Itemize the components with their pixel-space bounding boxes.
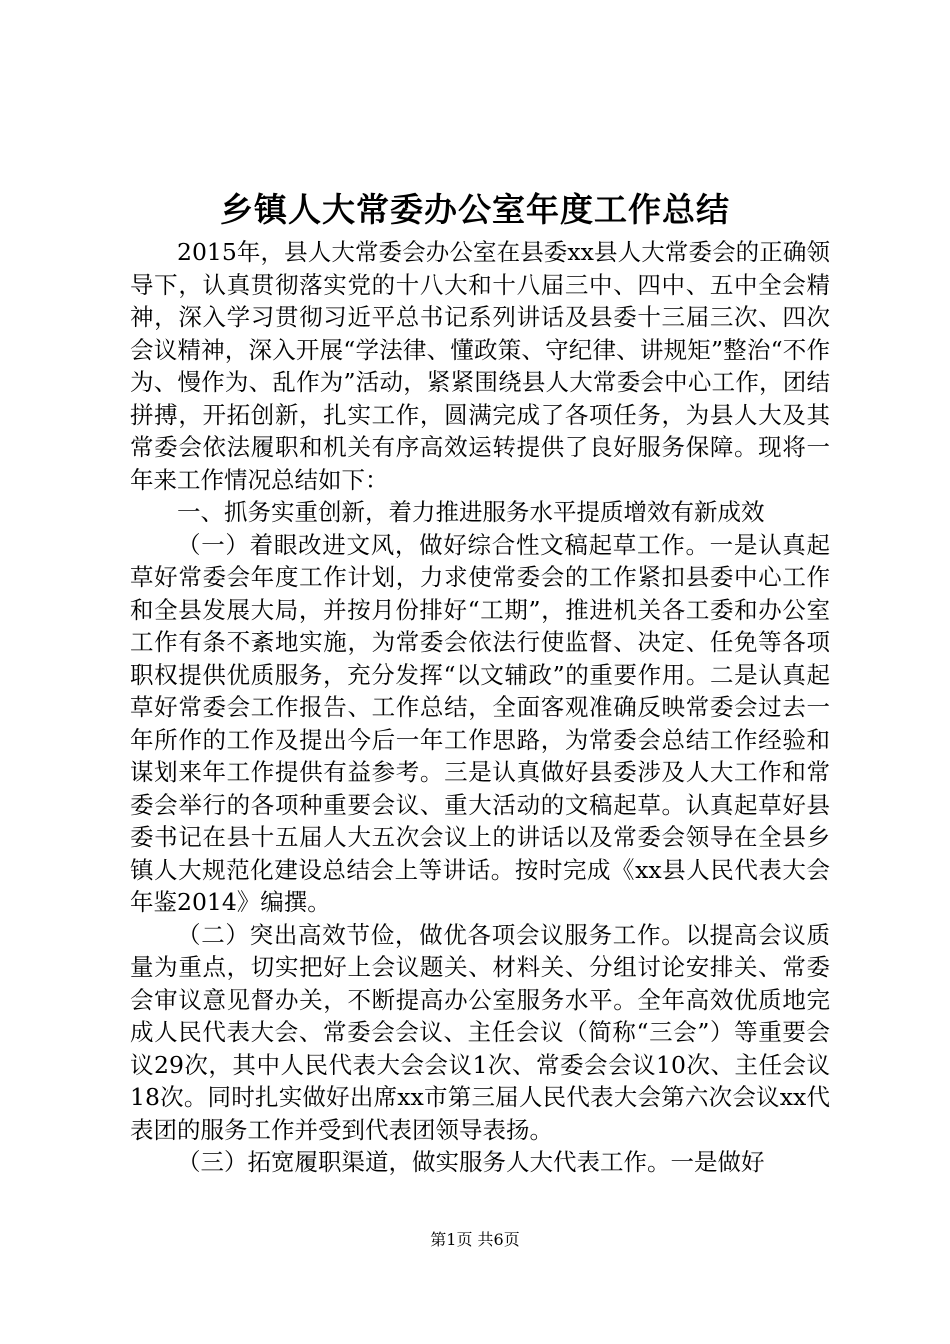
- heading-section-one: 一、抓务实重创新，着力推进服务水平提质增效有新成效: [177, 498, 765, 526]
- paragraph-item-two: （二）突出高效节俭，做优各项会议服务工作。以提高会议质量为重点，切实把好上会议题关、材料关、分组讨论安排关、常委会审议意见督办关，不断提高办公室服务水平。全年高效优质地完成人民代表大会、常委会会议、主任会议（简称“三会”）等重要会议29次，其中人民代表大会会议1次、常委会会议10次、主任会议18次。同时扎实做好出席xx市第三届人民代表大会第六次会议xx代表团的服务工作并受到代表团领导表扬。: [130, 920, 830, 1144]
- paragraph-item-one: （一）着眼改进文风，做好综合性文稿起草工作。一是认真起草好常委会年度工作计划，力求使常委会的工作紧扣县委中心工作和全县发展大局，并按月份排好“工期”，推进机关各工委和办公室工作有条不紊地实施，为常委会依法行使监督、决定、任免等各项职权提供优质服务，充分发挥“以文辅政”的重要作用。二是认真起草好常委会工作报告、工作总结，全面客观准确反映常委会过去一年所作的工作及提出今后一年工作思路，为常委会总结工作经验和谋划来年工作提供有益参考。三是认真做好县委涉及人大工作和常委会举行的各项种重要会议、重大活动的文稿起草。认真起草好县委书记在县十五届人大五次会议上的讲话以及常委会领导在全县乡镇人大规范化建设总结会上等讲话。按时完成《xx县人民代表大会年鉴2014》编撰。: [130, 530, 830, 916]
- document-body: [130, 236, 830, 1179]
- page-number-footer: 第1页 共6页: [430, 1230, 520, 1249]
- paragraph-intro: 2015年，县人大常委会办公室在县委xx县人大常委会的正确领导下，认真贯彻落实党的十八大和十八届三中、四中、五中全会精神，深入学习贯彻习近平总书记系列讲话及县委十三届三次、四次会议精神，深入开展“学法律、懂政策、守纪律、讲规矩”整治“不作为、慢作为、乱作为”活动，紧紧围绕县人大常委会中心工作，团结拼搏，开拓创新，扎实工作，圆满完成了各项任务，为县人大及其常委会依法履职和机关有序高效运转提供了良好服务保障。现将一年来工作情况总结如下：: [130, 238, 830, 494]
- document-title: 乡镇人大常委办公室年度工作总结: [220, 190, 730, 229]
- paragraph-item-three: （三）拓宽履职渠道，做实服务人大代表工作。一是做好: [177, 1148, 765, 1176]
